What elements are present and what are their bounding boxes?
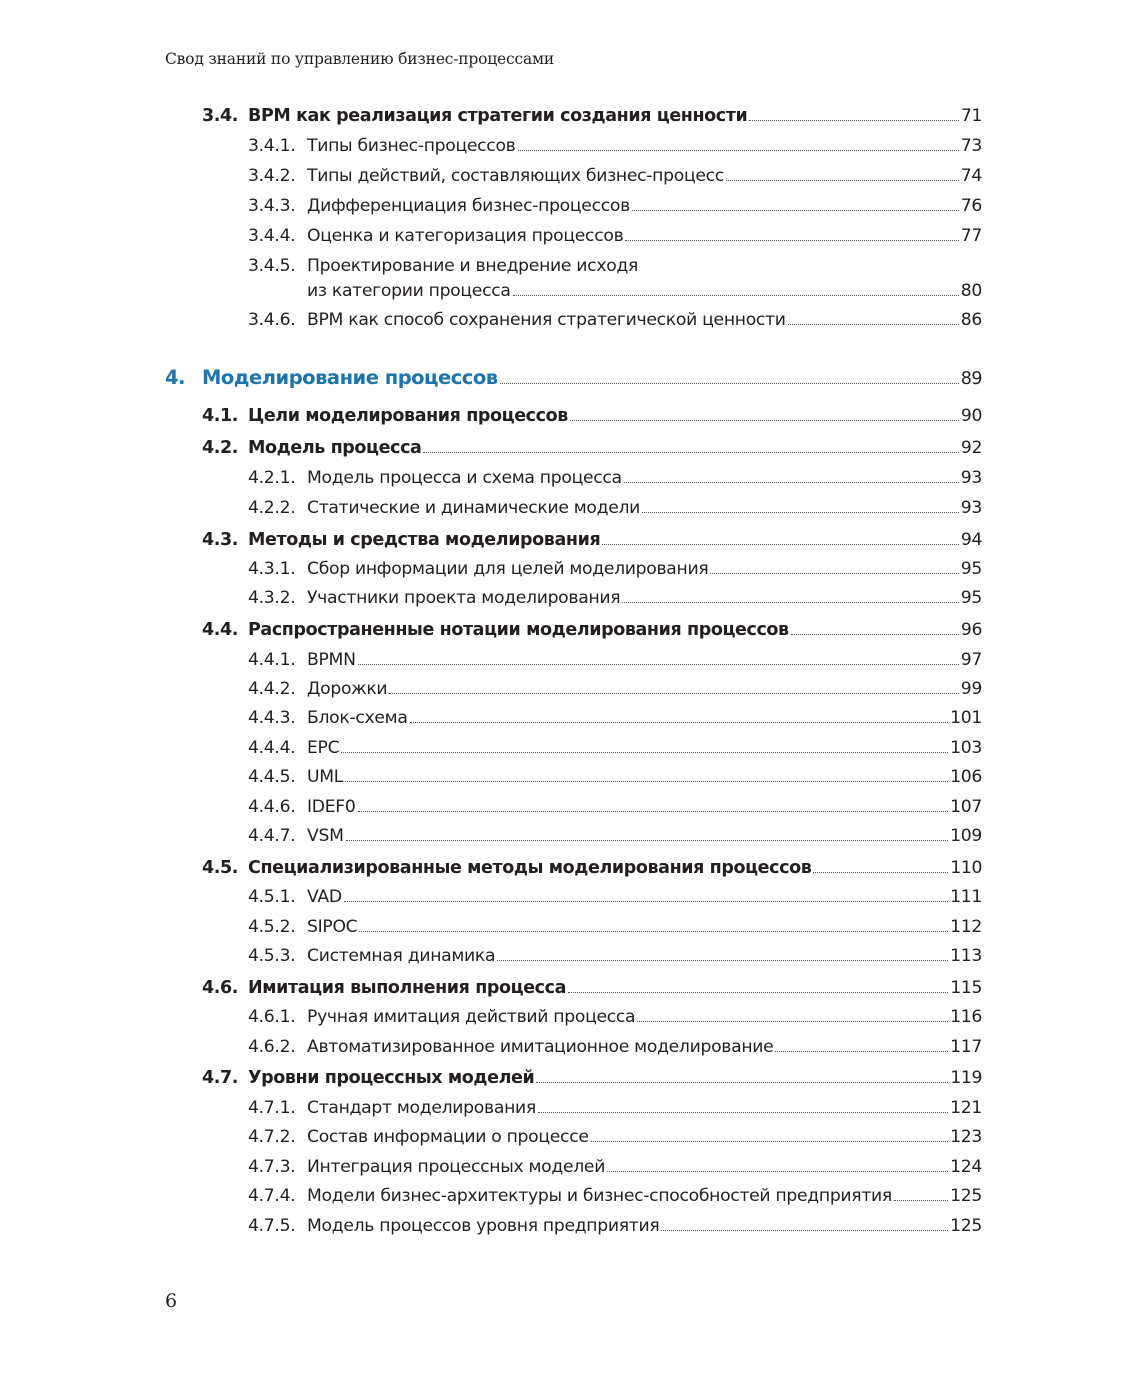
toc-entry-number: 4.7.2. xyxy=(248,1127,296,1147)
toc-subsection-entry[interactable] xyxy=(248,1098,982,1118)
toc-entry-number: 3.4.4. xyxy=(248,226,296,246)
toc-section-entry[interactable] xyxy=(202,438,982,458)
toc-page-number: 125 xyxy=(950,1216,982,1236)
toc-page-number: 117 xyxy=(950,1037,982,1057)
toc-section-entry[interactable] xyxy=(202,106,982,126)
toc-entry-title: Дифференциация бизнес-процессов xyxy=(307,196,630,216)
toc-subsection-entry[interactable] xyxy=(248,1157,982,1177)
toc-dot-leader xyxy=(344,901,948,902)
toc-entry-title: VSM xyxy=(307,826,344,846)
toc-page-number: 107 xyxy=(950,797,982,817)
toc-dot-leader xyxy=(637,1021,948,1022)
toc-entry-number: 4.5.3. xyxy=(248,946,296,966)
toc-entry-number: 4.4.1. xyxy=(248,650,296,670)
toc-dot-leader xyxy=(813,872,948,873)
toc-page-number: 93 xyxy=(960,498,982,518)
toc-entry-title-line: Проектирование и внедрение исходя xyxy=(307,256,639,276)
toc-dot-leader xyxy=(389,693,958,694)
toc-entry-number: 4.3.1. xyxy=(248,559,296,579)
toc-page-number: 89 xyxy=(960,369,982,389)
toc-entry-number: 4.6.1. xyxy=(248,1007,296,1027)
toc-entry-title: Модели бизнес-архитектуры и бизнес-способностей предприятия xyxy=(307,1186,892,1206)
toc-dot-leader xyxy=(518,150,959,151)
toc-page-number: 95 xyxy=(960,588,982,608)
toc-subsection-entry[interactable] xyxy=(248,588,982,608)
toc-entry-title: SIPOC xyxy=(307,917,358,937)
toc-entry-title: Стандарт моделирования xyxy=(307,1098,536,1118)
toc-entry-title: Блок-схема xyxy=(307,708,408,728)
toc-entry-title: Системная динамика xyxy=(307,946,496,966)
toc-entry-number: 4.4.2. xyxy=(248,679,296,699)
toc-entry-title: Моделирование процессов xyxy=(202,366,498,389)
toc-entry-title: Модель процесса xyxy=(248,438,422,458)
toc-subsection-entry[interactable] xyxy=(248,1007,982,1027)
toc-subsection-entry[interactable] xyxy=(248,738,982,758)
toc-subsection-entry[interactable] xyxy=(248,498,982,518)
toc-page-number: 103 xyxy=(950,738,982,758)
toc-entry-number: 4.1. xyxy=(202,406,239,426)
toc-page-number: 123 xyxy=(950,1127,982,1147)
toc-subsection-entry[interactable] xyxy=(248,136,982,156)
toc-dot-leader xyxy=(341,752,948,753)
toc-dot-leader xyxy=(642,512,959,513)
toc-entry-number: 3.4.1. xyxy=(248,136,296,156)
toc-entry-number: 4.4.6. xyxy=(248,797,296,817)
toc-subsection-entry[interactable] xyxy=(307,281,982,301)
toc-entry-title: Ручная имитация действий процесса xyxy=(307,1007,636,1027)
toc-entry-number: 4.3. xyxy=(202,530,239,550)
toc-subsection-entry[interactable] xyxy=(248,559,982,579)
toc-dot-leader xyxy=(536,1082,948,1083)
toc-entry-number: 4.4.4. xyxy=(248,738,296,758)
toc-dot-leader xyxy=(513,295,959,296)
toc-entry-number: 4.2. xyxy=(202,438,239,458)
toc-entry-number: 3.4.3. xyxy=(248,196,296,216)
toc-subsection-entry[interactable] xyxy=(248,1216,982,1236)
toc-subsection-entry[interactable] xyxy=(248,797,982,817)
toc-dot-leader xyxy=(726,180,959,181)
toc-dot-leader xyxy=(791,634,959,635)
toc-page-number: 95 xyxy=(960,559,982,579)
toc-section-entry[interactable] xyxy=(202,530,982,550)
toc-subsection-entry[interactable] xyxy=(248,1037,982,1057)
toc-entry-number: 4.6.2. xyxy=(248,1037,296,1057)
toc-page-number: 90 xyxy=(960,406,982,426)
toc-page-number: 93 xyxy=(960,468,982,488)
toc-entry-title: EPC xyxy=(307,738,340,758)
toc-section-entry[interactable] xyxy=(202,1068,982,1088)
toc-dot-leader xyxy=(622,602,958,603)
toc-subsection-entry[interactable] xyxy=(248,887,982,907)
toc-page-number: 116 xyxy=(950,1007,982,1027)
toc-page-number: 111 xyxy=(950,887,982,907)
toc-page-number: 96 xyxy=(960,620,982,640)
toc-dot-leader xyxy=(358,664,959,665)
toc-dot-leader xyxy=(497,960,948,961)
toc-dot-leader xyxy=(568,992,948,993)
toc-dot-leader xyxy=(591,1141,948,1142)
toc-entry-number: 4.4. xyxy=(202,620,239,640)
toc-entry-title: Оценка и категоризация процессов xyxy=(307,226,624,246)
toc-subsection-entry[interactable] xyxy=(248,650,982,670)
toc-entry-number: 4.7.4. xyxy=(248,1186,296,1206)
toc-entry-title: из категории процесса xyxy=(307,281,511,301)
toc-dot-leader xyxy=(788,324,959,325)
toc-page-number: 73 xyxy=(960,136,982,156)
toc-entry-title: Сбор информации для целей моделирования xyxy=(307,559,709,579)
toc-subsection-entry[interactable] xyxy=(248,468,982,488)
toc-page-number: 99 xyxy=(960,679,982,699)
toc-subsection-entry[interactable] xyxy=(248,917,982,937)
toc-dot-leader xyxy=(625,240,958,241)
toc-subsection-entry[interactable] xyxy=(248,196,982,216)
toc-entry-title: Интеграция процессных моделей xyxy=(307,1157,606,1177)
toc-entry-title: Модель процессов уровня предприятия xyxy=(307,1216,660,1236)
toc-dot-leader xyxy=(775,1051,948,1052)
toc-entry-number: 4. xyxy=(165,366,185,389)
toc-page-number: 97 xyxy=(960,650,982,670)
toc-dot-leader xyxy=(410,722,949,723)
toc-section-entry[interactable] xyxy=(202,978,982,998)
toc-subsection-entry[interactable] xyxy=(248,1186,982,1206)
toc-subsection-entry[interactable] xyxy=(248,708,982,728)
toc-entry-number: 4.6. xyxy=(202,978,239,998)
toc-dot-leader xyxy=(661,1230,948,1231)
toc-entry-title: UML xyxy=(307,767,344,787)
toc-page-number: 76 xyxy=(960,196,982,216)
toc-page-number: 112 xyxy=(950,917,982,937)
toc-entry-number: 4.5.1. xyxy=(248,887,296,907)
toc-dot-leader xyxy=(359,931,948,932)
toc-dot-leader xyxy=(345,781,948,782)
toc-dot-leader xyxy=(749,120,959,121)
toc-page-number: 77 xyxy=(960,226,982,246)
toc-entry-title: Типы бизнес-процессов xyxy=(307,136,516,156)
toc-entry-number: 3.4.6. xyxy=(248,310,296,330)
toc-dot-leader xyxy=(346,840,948,841)
toc-entry-title: BPM как способ сохранения стратегической ценности xyxy=(307,310,786,330)
toc-section-entry[interactable] xyxy=(202,858,982,878)
toc-subsection-entry[interactable] xyxy=(248,767,982,787)
toc-entry-title: Автоматизированное имитационное моделирование xyxy=(307,1037,774,1057)
toc-entry-title: VAD xyxy=(307,887,342,907)
toc-entry-title: Состав информации о процессе xyxy=(307,1127,589,1147)
toc-dot-leader xyxy=(538,1112,948,1113)
toc-entry-title: Дорожки xyxy=(307,679,388,699)
toc-entry-number: 4.4.7. xyxy=(248,826,296,846)
toc-subsection-entry[interactable] xyxy=(248,310,982,330)
toc-dot-leader xyxy=(607,1171,948,1172)
toc-page-number: 74 xyxy=(960,166,982,186)
toc-dot-leader xyxy=(500,383,959,384)
toc-entry-title: Статические и динамические модели xyxy=(307,498,641,518)
toc-page-number: 113 xyxy=(950,946,982,966)
toc-entry-number: 4.4.3. xyxy=(248,708,296,728)
toc-page-number: 92 xyxy=(960,438,982,458)
toc-entry-title: BPM как реализация стратегии создания ценности xyxy=(248,106,748,126)
toc-page-number: 80 xyxy=(960,281,982,301)
toc-entry-title: BPMN xyxy=(307,650,356,670)
toc-dot-leader xyxy=(624,482,959,483)
toc-page-number: 101 xyxy=(950,708,982,728)
toc-entry-title: Методы и средства моделирования xyxy=(248,530,601,550)
toc-entry-number: 4.5. xyxy=(202,858,239,878)
toc-entry-number: 3.4.5. xyxy=(248,256,296,276)
toc-dot-leader xyxy=(894,1200,948,1201)
toc-page-number: 115 xyxy=(950,978,982,998)
toc-page-number: 86 xyxy=(960,310,982,330)
toc-page-number: 110 xyxy=(950,858,982,878)
toc-subsection-entry[interactable] xyxy=(248,226,982,246)
toc-subsection-entry[interactable] xyxy=(248,679,982,699)
toc-section-entry[interactable] xyxy=(202,620,982,640)
toc-chapter-entry[interactable] xyxy=(165,366,982,389)
toc-dot-leader xyxy=(358,811,949,812)
toc-subsection-entry[interactable] xyxy=(248,1127,982,1147)
page-number: 6 xyxy=(165,1290,178,1312)
toc-dot-leader xyxy=(602,544,959,545)
toc-entry-number: 4.5.2. xyxy=(248,917,296,937)
toc-entry-title: Уровни процессных моделей xyxy=(248,1068,535,1088)
toc-entry-title: Модель процесса и схема процесса xyxy=(307,468,622,488)
toc-entry-title: Цели моделирования процессов xyxy=(248,406,568,426)
toc-entry-title: IDEF0 xyxy=(307,797,356,817)
toc-section-entry[interactable] xyxy=(202,406,982,426)
toc-dot-leader xyxy=(570,420,959,421)
toc-dot-leader xyxy=(632,210,959,211)
toc-page-number: 125 xyxy=(950,1186,982,1206)
toc-page-number: 109 xyxy=(950,826,982,846)
toc-entry-title: Участники проекта моделирования xyxy=(307,588,621,608)
toc-entry-title: Специализированные методы моделирования процессов xyxy=(248,858,812,878)
toc-entry-number: 4.7.3. xyxy=(248,1157,296,1177)
toc-entry-number: 4.4.5. xyxy=(248,767,296,787)
toc-entry-number: 4.7.1. xyxy=(248,1098,296,1118)
toc-page-number: 124 xyxy=(950,1157,982,1177)
toc-dot-leader xyxy=(710,573,958,574)
toc-entry-title: Имитация выполнения процесса xyxy=(248,978,567,998)
toc-page-number: 106 xyxy=(950,767,982,787)
toc-subsection-entry[interactable] xyxy=(248,826,982,846)
toc-entry-number: 4.3.2. xyxy=(248,588,296,608)
toc-entry-title: Типы действий, составляющих бизнес-процесс xyxy=(307,166,724,186)
toc-entry-number: 4.7.5. xyxy=(248,1216,296,1236)
toc-entry-number: 4.2.2. xyxy=(248,498,296,518)
running-head: Свод знаний по управлению бизнес-процессами xyxy=(165,50,555,68)
toc-dot-leader xyxy=(423,452,958,453)
toc-subsection-entry[interactable] xyxy=(248,166,982,186)
toc-entry-number: 4.7. xyxy=(202,1068,239,1088)
toc-entry-number: 3.4. xyxy=(202,106,239,126)
toc-entry-title: Распространенные нотации моделирования процессов xyxy=(248,620,789,640)
toc-page-number: 94 xyxy=(960,530,982,550)
toc-entry-number: 4.2.1. xyxy=(248,468,296,488)
toc-entry-number: 3.4.2. xyxy=(248,166,296,186)
toc-page-number: 119 xyxy=(950,1068,982,1088)
toc-subsection-entry[interactable] xyxy=(248,946,982,966)
toc-page-number: 71 xyxy=(960,106,982,126)
toc-page-number: 121 xyxy=(950,1098,982,1118)
